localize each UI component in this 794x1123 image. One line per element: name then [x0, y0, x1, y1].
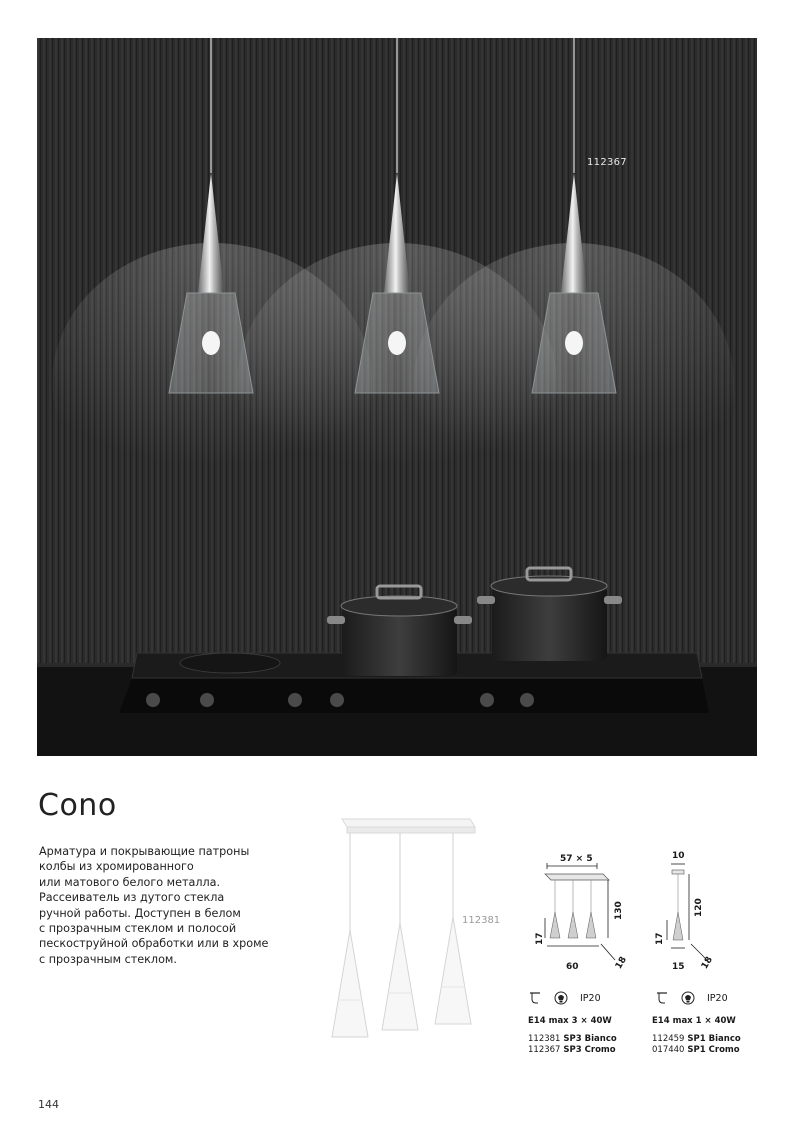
page-number: 144	[38, 1098, 59, 1111]
sp1-icons-row	[655, 991, 728, 1005]
sp1-dim-top: 10	[672, 851, 685, 861]
sp1-bulb: E14 max 1 × 40W	[652, 1016, 736, 1026]
product-image-sp3-white	[320, 805, 480, 1045]
kitchen-scene-illustration	[37, 38, 757, 756]
sp3-dim-shade: 17	[535, 932, 545, 945]
product-image-code: 112381	[462, 915, 501, 926]
sp1-dimension-drawing	[655, 860, 725, 970]
sp3-dim-depth: 18	[614, 955, 629, 971]
sp3-dim-top: 57 × 5	[560, 854, 593, 864]
dimmable-bulb-icon	[681, 991, 695, 1005]
pot-right	[477, 568, 622, 661]
description-line: с прозрачным стеклом и полосой	[39, 922, 237, 936]
sp1-spec-block	[652, 1016, 741, 1056]
sp3-variant-row	[528, 1045, 617, 1056]
sp3-icons-row	[528, 991, 601, 1005]
sp1-dim-shade: 17	[655, 932, 665, 945]
ceiling-mount-icon	[528, 991, 542, 1005]
dimmable-bulb-icon	[554, 991, 568, 1005]
variant-name: SP3 Bianco	[563, 1034, 617, 1044]
sp1-dim-width: 15	[672, 962, 685, 972]
variant-code: 112459	[652, 1034, 685, 1044]
description-line: или матового белого металла.	[39, 875, 221, 889]
description-line: Арматура и покрывающие патроны	[39, 845, 250, 858]
hero-photo	[37, 38, 757, 756]
sp1-dim-depth: 18	[700, 955, 715, 971]
variant-code: 112367	[528, 1045, 561, 1055]
sp1-variant-row	[652, 1034, 741, 1045]
ceiling-mount-icon	[655, 991, 669, 1005]
sp1-dim-height: 120	[694, 898, 704, 917]
variant-code: 017440	[652, 1045, 685, 1055]
sp3-spec-block	[528, 1016, 617, 1056]
photo-product-code: 112367	[587, 157, 627, 168]
description-line: ручной работы. Доступен в белом	[39, 906, 241, 920]
sp1-ip-rating: IP20	[707, 992, 728, 1004]
variant-name: SP1 Bianco	[687, 1034, 741, 1044]
sp3-ip-rating: IP20	[580, 992, 601, 1004]
description-line: Рассеиватель из дутого стекла	[39, 891, 225, 905]
description-line: пескоструйной обработки или в хроме	[39, 937, 269, 951]
sp1-variant-row	[652, 1045, 741, 1056]
variant-name: SP1 Cromo	[687, 1045, 740, 1055]
description-line: колбы из хромированного	[39, 860, 194, 874]
sp3-bulb: E14 max 3 × 40W	[528, 1016, 612, 1026]
variant-name: SP3 Cromo	[563, 1045, 616, 1055]
product-description	[39, 844, 279, 967]
product-title: Cono	[38, 788, 117, 823]
description-line: с прозрачным стеклом.	[39, 952, 177, 966]
sp3-dim-width: 60	[566, 962, 579, 972]
variant-code: 112381	[528, 1034, 561, 1044]
sp3-variant-row	[528, 1034, 617, 1045]
sp3-dim-height: 130	[614, 901, 624, 920]
